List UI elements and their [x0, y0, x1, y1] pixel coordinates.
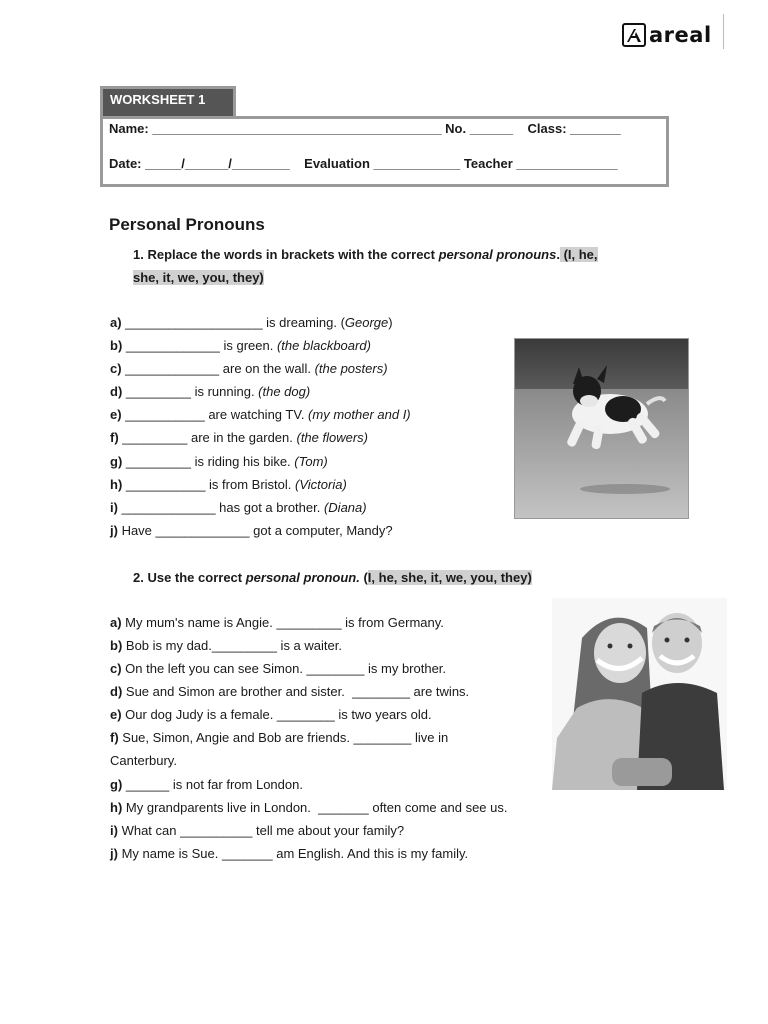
exercise2-instruction-text: 2. Use the correct	[133, 570, 246, 585]
exercise2-item: g) ______ is not far from London.	[110, 777, 303, 792]
jumping-dog-photo	[514, 338, 689, 519]
logo-text: areal	[649, 23, 712, 47]
areal-logo	[622, 21, 712, 49]
exercise1-item: h) ___________ is from Bristol. (Victoria)	[110, 477, 347, 492]
exercise1-instruction-italic: personal pronouns	[438, 247, 557, 262]
exercise2-instruction	[133, 566, 673, 589]
exercise2-instruction-italic: personal pronoun.	[245, 570, 360, 585]
exercise2-item: e) Our dog Judy is a female. ________ is two years old.	[110, 707, 432, 722]
exercise2-item: a) My mum's name is Angie. _________ is from Germany.	[110, 615, 444, 630]
exercise2-instruction-open: (	[359, 570, 368, 585]
exercise1-item: d) _________ is running. (the dog)	[110, 384, 311, 399]
exercise2-item: f) Sue, Simon, Angie and Bob are friends. ________ live in	[110, 730, 449, 745]
worksheet-tab: WORKSHEET 1	[100, 86, 236, 117]
worksheet-date-line: Date: _____/______/________ Evaluation ____________ Teacher ______________	[109, 156, 618, 171]
exercise1-item: f) _________ are in the garden. (the flowers)	[110, 430, 369, 445]
exercise1-item: c) _____________ are on the wall. (the posters)	[110, 361, 388, 376]
exercise1-item: i) _____________ has got a brother. (Diana)	[110, 500, 367, 515]
exercise2-item: i) What can __________ tell me about your family?	[110, 823, 405, 838]
worksheet-info-box	[100, 116, 669, 187]
logo-divider	[723, 14, 724, 49]
exercise2-item: b) Bob is my dad._________ is a waiter.	[110, 638, 342, 653]
worksheet-name-line: Name: ________________________________________ No. ______ Class: _______	[109, 121, 621, 136]
exercise2-pronoun-list: I, he, she, it, we, you, they)	[367, 570, 532, 585]
children-photo	[552, 598, 727, 790]
exercise1-instruction-dot: .	[556, 247, 560, 262]
logo-mark-icon	[622, 23, 646, 47]
exercise1-item: e) ___________ are watching TV. (my mother and I)	[110, 407, 411, 422]
exercise2-item: d) Sue and Simon are brother and sister. ________ are twins.	[110, 684, 470, 699]
exercise2-item: h) My grandparents live in London. _______ often come and see us.	[110, 800, 508, 815]
exercise2-item-continuation: Canterbury.	[110, 753, 177, 768]
exercise1-item: a) ___________________ is dreaming. (George)	[110, 315, 393, 330]
exercise1-item: g) _________ is riding his bike. (Tom)	[110, 454, 328, 469]
exercise2-item: c) On the left you can see Simon. ________ is my brother.	[110, 661, 447, 676]
exercise1-instruction-text: 1. Replace the words in brackets with the correct	[133, 247, 439, 262]
exercise2-item: j) My name is Sue. _______ am English. And this is my family.	[110, 846, 469, 861]
exercise1-item: j) Have _____________ got a computer, Mandy?	[110, 523, 393, 538]
section-title: Personal Pronouns	[109, 215, 265, 234]
exercise1-pronoun-list-1: (I, he,	[559, 247, 598, 262]
exercise1-item: b) _____________ is green. (the blackboard)	[110, 338, 371, 353]
exercise1-instruction	[133, 243, 673, 289]
exercise1-pronoun-list-2: she, it, we, you, they)	[133, 270, 264, 285]
